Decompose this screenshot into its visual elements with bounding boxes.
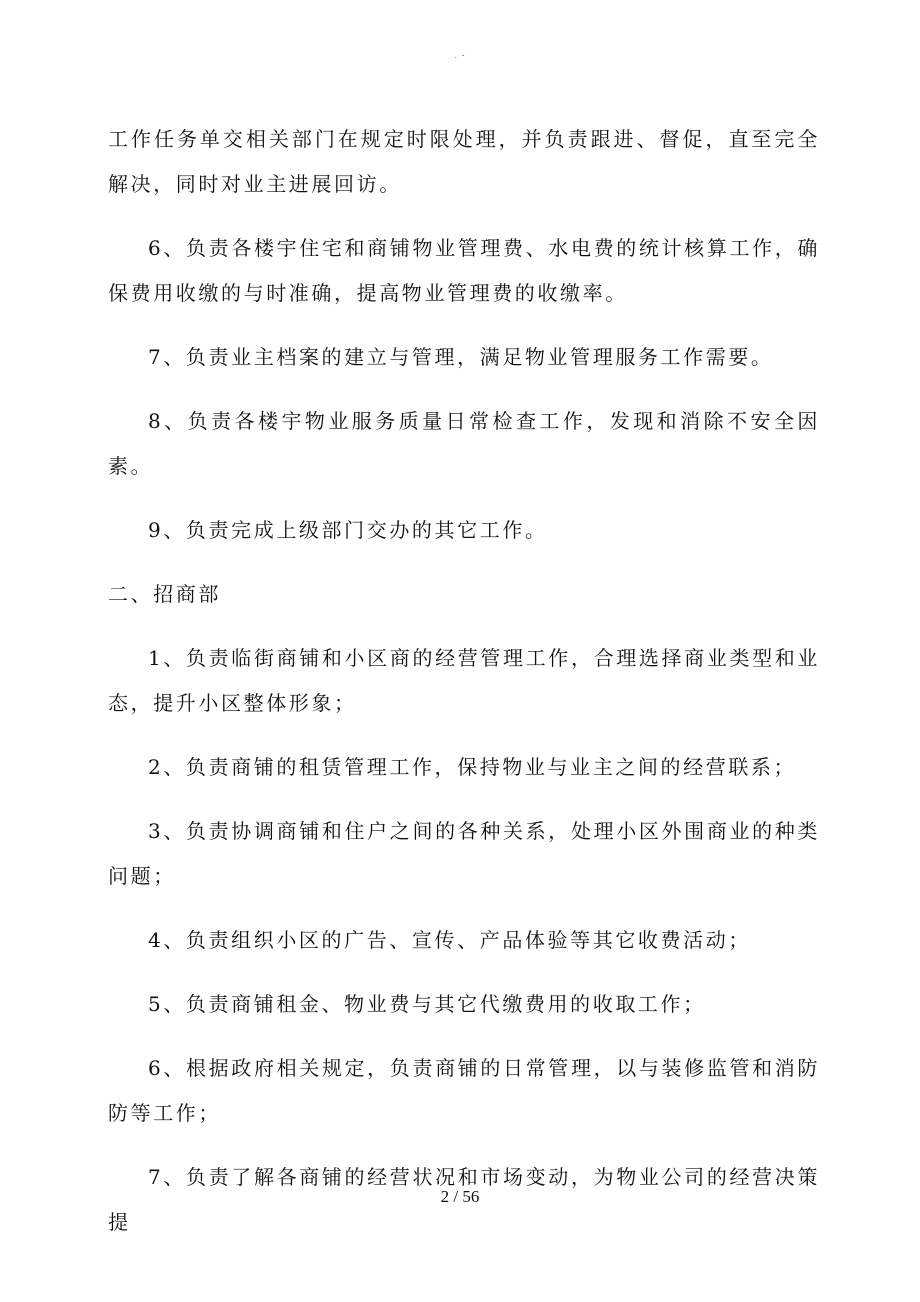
merchant-item-2: 2、负责商铺的租赁管理工作，保持物业与业主之间的经营联系； [148,755,797,779]
page-number: 2 / 56 [440,1187,480,1206]
section-heading-merchant-dept: 二、招商部 [108,582,221,606]
paragraph-item-6: 6、负责各楼宇住宅和商铺物业管理费、水电费的统计核算工作，确保费用收缴的与时准确，提高物业管理费的收缴率。 [108,236,820,305]
document-body [108,117,820,1264]
page-header-mark: . - [454,50,466,60]
paragraph-item-8: 8、负责各楼宇物业服务质量日常检查工作，发现和消除不安全因素。 [108,409,820,478]
merchant-item-6: 6、根据政府相关规定，负责商铺的日常管理，以与装修监管和消防防等工作； [108,1056,820,1125]
paragraph-continuation: 工作任务单交相关部门在规定时限处理，并负责跟进、督促，直至完全解决，同时对业主进展回访。 [108,127,820,196]
merchant-item-7: 7、负责了解各商铺的经营状况和市场变动，为物业公司的经营决策提 [108,1165,820,1234]
merchant-item-4: 4、负责组织小区的广告、宣传、产品体验等其它收费活动； [148,928,751,952]
merchant-item-1: 1、负责临街商铺和小区商的经营管理工作，合理选择商业类型和业态，提升小区整体形象； [108,646,820,715]
merchant-item-3: 3、负责协调商铺和住户之间的各种关系，处理小区外围商业的种类问题； [108,819,820,888]
paragraph-item-7: 7、负责业主档案的建立与管理，满足物业管理服务工作需要。 [148,345,774,369]
merchant-item-5: 5、负责商铺租金、物业费与其它代缴费用的收取工作； [148,992,706,1016]
paragraph-item-9: 9、负责完成上级部门交办的其它工作。 [148,518,548,542]
